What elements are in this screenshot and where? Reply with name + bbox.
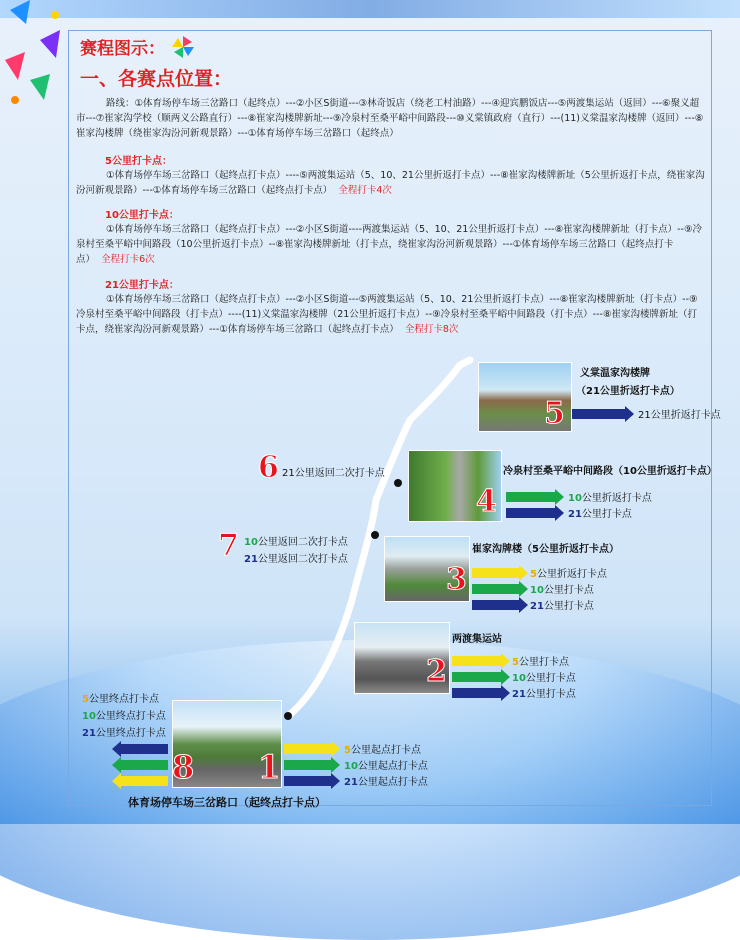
point-3-name: 崔家沟牌楼（5公里折返打卡点）: [472, 544, 619, 555]
arrow-5-p3: [472, 568, 520, 578]
label-text: 公里起点打卡点: [357, 777, 428, 788]
p5-label-21: 21公里折返打卡点: [638, 410, 721, 421]
arrow-10-p1: [284, 760, 332, 770]
route-start-dot: [284, 712, 292, 720]
arrow-5-p8: [120, 776, 168, 786]
p7-label-21: 21公里返回二次打卡点: [244, 554, 348, 565]
route-body: ①体育场停车场三岔路口（起终点）---②小区S街道---③林奇饭店（绕老工村油路）---④迎宾鹏饭店---⑤两渡集运站（返回）---⑥聚义超市---⑦崔家沟学校（顺两义公路直行）---⑧崔家沟楼牌新址---⑨冷泉村至桑平峪中间路段---⑩义棠镇政府（直行）---(11)义棠温家沟楼牌（返回）---⑧崔家沟楼牌（绕崔家沟汾河新观景路）---①体育场停车场三岔路口（起终点）: [76, 98, 704, 139]
arrow-21-p8: [120, 744, 168, 754]
point-7-number: 7: [218, 528, 239, 563]
point-1-caption: 体育场停车场三岔路口（起终点打卡点）: [128, 796, 326, 809]
p8-label-21: 21公里终点打卡点: [82, 728, 166, 739]
p2-label-21: 21公里打卡点: [512, 689, 576, 700]
p2-label-5: 5公里打卡点: [512, 657, 569, 668]
p1-label-5: 5公里起点打卡点: [344, 745, 421, 756]
p8-label-5: 5公里终点打卡点: [82, 694, 159, 705]
route-label: 路线：: [106, 98, 135, 109]
label-text: 公里打卡点: [581, 509, 632, 520]
point-2-name: 两渡集运站: [452, 634, 502, 645]
p4-label-21: 21公里打卡点: [568, 509, 632, 520]
label-text: 公里起点打卡点: [350, 745, 421, 756]
arrow-10-p3: [472, 584, 520, 594]
point-5-name: 义棠温家沟楼牌: [580, 368, 650, 379]
arrow-21-p3: [472, 600, 520, 610]
k21-total: 全程打卡8次: [404, 324, 459, 335]
k21-body: ①体育场停车场三岔路口（起终点打卡点）---②小区S街道---⑤两渡集运站（5、10、21公里折返打卡点）---⑧崔家沟楼牌新址（打卡点）--⑨冷泉村至桑平峪中间路段（打卡点）----(11)义棠温家沟楼牌（21公里折返打卡点）--⑨冷泉村至桑平峪中间路段（打卡点）---⑧崔家沟楼牌新址（打卡点，绕崔家沟汾河新观景路）---①体育场停车场三岔路口（起终点打卡点）: [76, 294, 698, 335]
arrow-10-p8: [120, 760, 168, 770]
route-dot-7: [371, 531, 379, 539]
k5-total: 全程打卡4次: [338, 185, 392, 196]
route-dot-6: [394, 479, 402, 487]
point-6-number: 6: [258, 450, 279, 485]
label-text: 公里起点打卡点: [357, 761, 428, 772]
label-text: 公里折返打卡点: [536, 569, 607, 580]
label-text: 公里打卡点: [525, 689, 576, 700]
label-text: 公里终点打卡点: [95, 728, 166, 739]
point-1-number: 1: [258, 748, 281, 786]
arrow-5-p2: [452, 656, 502, 666]
arrow-5-p1: [284, 744, 332, 754]
point-4-name: 冷泉村至桑平峪中间路段（10公里折返打卡点）: [503, 466, 717, 477]
k5-title: 5公里打卡点：: [105, 156, 172, 167]
p6-label: 21公里返回二次打卡点: [282, 468, 385, 479]
arrow-21-p1: [284, 776, 332, 786]
point-8-number: 8: [172, 748, 195, 786]
k10-title: 10公里打卡点：: [105, 210, 179, 221]
label-text: 公里打卡点: [525, 673, 576, 684]
p8-label-10: 10公里终点打卡点: [82, 711, 166, 722]
p3-label-5: 5公里折返打卡点: [530, 569, 607, 580]
arrow-10-p4: [506, 492, 556, 502]
p2-label-10: 10公里打卡点: [512, 673, 576, 684]
p1-label-10: 10公里起点打卡点: [344, 761, 428, 772]
label-text: 公里打卡点: [518, 657, 569, 668]
k10-total: 全程打卡6次: [101, 254, 155, 265]
arrow-21-p2: [452, 688, 502, 698]
label-text: 公里终点打卡点: [95, 711, 166, 722]
label-text: 公里返回二次打卡点: [257, 554, 348, 565]
label-text: 公里打卡点: [543, 585, 594, 596]
label-text: 公里终点打卡点: [88, 694, 159, 705]
p1-label-21: 21公里起点打卡点: [344, 777, 428, 788]
arrow-10-p2: [452, 672, 502, 682]
label-text: 公里打卡点: [543, 601, 594, 612]
arrow-21-p5: [572, 409, 626, 419]
k10-body: ①体育场停车场三岔路口（起终点打卡点）---②小区S街道----两渡集运站（5、10、21公里折返打卡点）---⑧崔家沟楼牌新址（打卡点）--⑨冷泉村至桑平峪中间路段（10公里折返打卡点）--⑧崔家沟楼牌新址（打卡点，绕崔家沟汾河新观景路）---①体育场停车场三岔路口（起终点打卡点）: [76, 224, 702, 265]
point-5-number: 5: [544, 396, 565, 431]
arrow-21-p4: [506, 508, 556, 518]
p3-label-21: 21公里打卡点: [530, 601, 594, 612]
p4-label-10: 10公里折返打卡点: [568, 493, 652, 504]
point-5-subname: （21公里折返打卡点）: [576, 386, 680, 397]
point-2-number: 2: [426, 654, 447, 689]
point-4-number: 4: [476, 484, 497, 519]
k21-title: 21公里打卡点：: [105, 280, 179, 291]
page-title: 赛程图示：: [80, 39, 165, 59]
label-text: 公里折返打卡点: [581, 493, 652, 504]
section-title: 一、各赛点位置：: [80, 68, 233, 90]
k5-body: ①体育场停车场三岔路口（起终点打卡点）----⑤两渡集运站（5、10、21公里折返打卡点）---⑧崔家沟楼牌新址（5公里折返打卡点，绕崔家沟汾河新观景路）---①体育场停车场三岔路口（起终点打卡点）: [76, 170, 705, 196]
p7-label-10: 10公里返回二次打卡点: [244, 537, 348, 548]
label-text: 公里返回二次打卡点: [257, 537, 348, 548]
point-3-number: 3: [446, 562, 467, 597]
p3-label-10: 10公里打卡点: [530, 585, 594, 596]
